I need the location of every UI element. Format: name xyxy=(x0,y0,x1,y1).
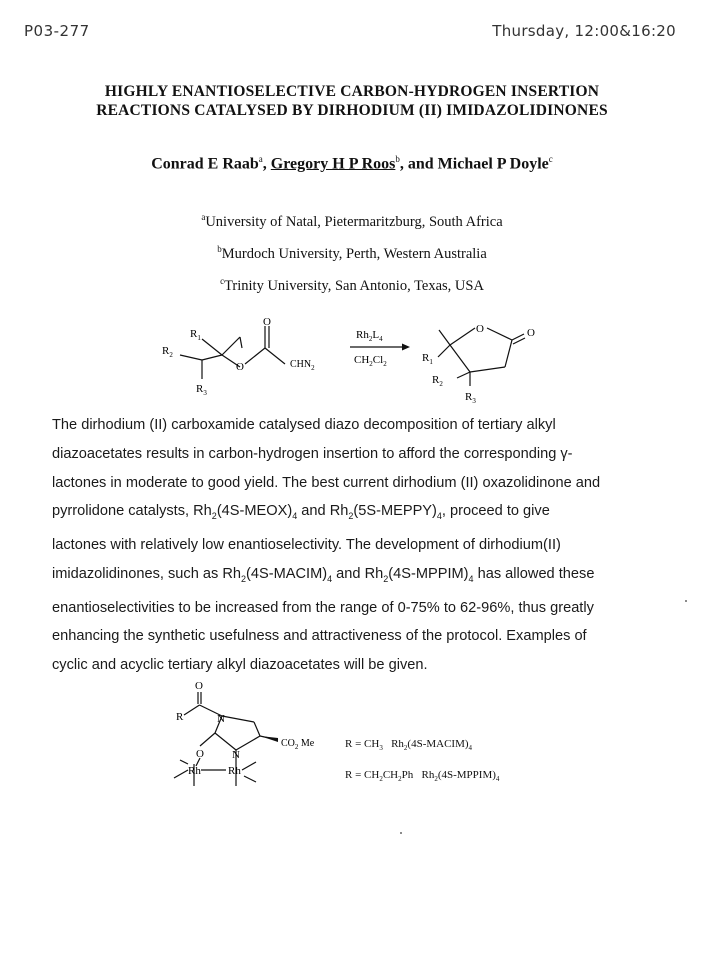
author-list xyxy=(0,154,704,173)
reactant-r3: $R_3$ xyxy=(196,383,207,397)
session-time: Thursday, 12:00&16:20 xyxy=(492,22,676,40)
abstract-line: enhancing the synthetic usefulness and attractiveness of the protocol. Examples of xyxy=(52,628,587,645)
catalyst-variants xyxy=(345,731,499,793)
paper-code: P03-277 xyxy=(24,22,90,40)
reactant-carbonyl-oxygen: O xyxy=(263,316,271,328)
abstract-line: pyrrolidone catalysts, $Rh_2(4S-MEOX)_4$ and $Rh_2(5S-MEPPY)_4$, proceed to give xyxy=(52,503,550,522)
affiliation-a-sup: a xyxy=(201,212,206,222)
product-r2: $R_2$ xyxy=(432,374,443,388)
scan-speck xyxy=(400,832,402,834)
author-roos: Gregory H P Roos xyxy=(270,155,396,173)
affiliation-c xyxy=(0,268,704,300)
product-carbonyl-oxygen: O xyxy=(527,327,535,339)
product-r1: $R_1$ xyxy=(422,352,433,366)
abstract-line: cyclic and acyclic tertiary alkyl diazoacetates will be given. xyxy=(52,657,428,674)
catalyst-r-group: R xyxy=(176,711,184,723)
variant-macim: $R = CH_3$ $Rh_2(4S-MACIM)_4$ xyxy=(345,738,473,753)
paper-title xyxy=(0,82,704,120)
abstract-line: enantioselectivities to be increased from the range of 0-75% to 62-96%, thus greatly xyxy=(52,599,594,616)
author-separator: , xyxy=(262,155,271,173)
affiliation-c-sup: c xyxy=(220,275,225,286)
affiliation-b-sup: b xyxy=(217,243,222,254)
abstract-line: lactones with relatively low enantioselectivity. The development of dirhodium(II) xyxy=(52,537,561,554)
catalyst-n1: N xyxy=(217,713,225,725)
catalyst-n2: N xyxy=(232,749,240,761)
affiliation-list xyxy=(0,204,704,299)
catalyst-rh-right: Rh xyxy=(228,765,241,777)
reagent-catalyst: $Rh_2L_4$ xyxy=(356,329,383,343)
reaction-scheme xyxy=(150,312,570,407)
reactant-ester-oxygen: O xyxy=(236,361,244,373)
author-raab-sup: a xyxy=(258,154,263,164)
reaction-arrow-head xyxy=(402,344,410,351)
catalyst-carbonyl-oxygen: O xyxy=(195,680,203,692)
abstract-line: The dirhodium (II) carboxamide catalysed diazo decomposition of tertiary alkyl xyxy=(52,417,556,433)
product-ring-oxygen: O xyxy=(476,323,484,335)
variant-mppim: $R = CH_2CH_2Ph$ $Rh_2(4S-MPPIM)_4$ xyxy=(345,769,500,784)
reagent-solvent: $CH_2Cl_2$ xyxy=(354,354,387,368)
author-roos-sup: b xyxy=(395,154,400,164)
reactant-diazo: $CHN_2$ xyxy=(290,359,315,372)
catalyst-bridge-oxygen: O xyxy=(196,748,204,760)
catalyst-ester: $CO_2$ Me xyxy=(281,738,315,751)
affiliation-c-text: Trinity University, San Antonio, Texas, USA xyxy=(224,277,484,294)
product-r3: $R_3$ xyxy=(465,391,476,405)
abstract-body xyxy=(52,411,660,680)
abstract-line: diazoacetates results in carbon-hydrogen insertion to afford the corresponding γ- xyxy=(52,445,573,462)
abstract-line: lactones in moderate to good yield. The best current dirhodium (II) oxazolidinone and xyxy=(52,474,601,491)
affiliation-b xyxy=(0,236,704,268)
catalyst-structure xyxy=(160,678,340,788)
author-separator: , and xyxy=(399,155,438,173)
product-structure xyxy=(438,328,525,386)
reactant-r2: $R_2$ xyxy=(162,345,173,359)
title-line-2: REACTIONS CATALYSED BY DIRHODIUM (II) IMIDAZOLIDINONES xyxy=(96,102,608,119)
abstract-line: imidazolidinones, such as $Rh_2(4S-MACIM)_4$ and $Rh_2(4S-MPPIM)_4$ has allowed these xyxy=(52,565,595,584)
affiliation-a-text: University of Natal, Pietermaritzburg, South Africa xyxy=(205,213,503,230)
title-line-1: HIGHLY ENANTIOSELECTIVE CARBON-HYDROGEN INSERTION xyxy=(104,83,600,100)
affiliation-b-text: Murdoch University, Perth, Western Australia xyxy=(221,245,487,262)
author-doyle: Michael P Doyle xyxy=(437,155,549,173)
author-doyle-sup: c xyxy=(548,154,553,164)
abstract-paragraph xyxy=(52,411,660,680)
reactant-r1: $R_1$ xyxy=(190,328,201,342)
affiliation-a xyxy=(0,204,704,236)
author-raab: Conrad E Raab xyxy=(151,155,259,173)
catalyst-rh-left: Rh xyxy=(188,765,201,777)
scan-speck xyxy=(685,600,687,602)
